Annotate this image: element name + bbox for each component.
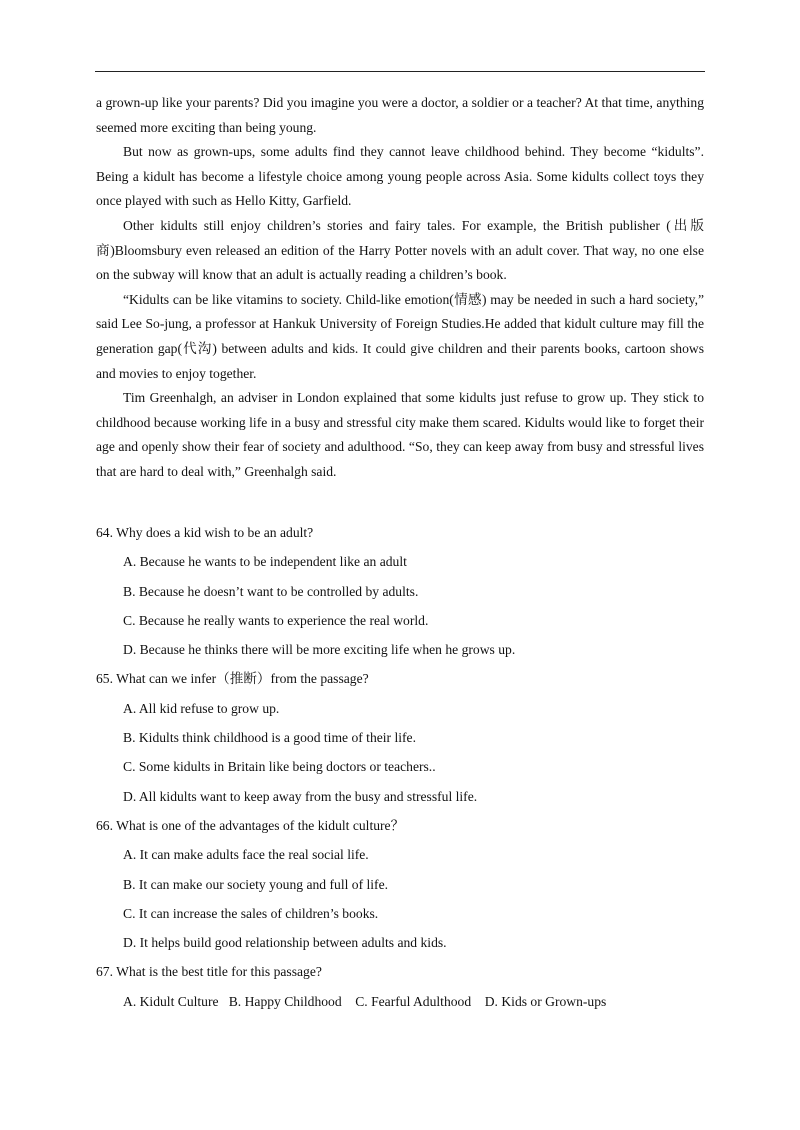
- answer-option: A. Because he wants to be independent like an adult: [123, 554, 407, 570]
- passage-paragraph-4: “Kidults can be like vitamins to society. Child-like emotion(情感) may be needed in such a hard society,” said Lee So-jung, a professor at Hankuk University of Foreign Studies.He added that kidult culture may fill the generation gap(代沟) between adults and kids. It could give children and their parents books, cartoon shows and movies to enjoy together.: [96, 291, 704, 381]
- question-stem: 66. What is one of the advantages of the kidult culture？: [96, 817, 405, 833]
- question-stem: 65. What can we infer（推断）from the passage?: [96, 671, 369, 687]
- answer-option: C. Because he really wants to experience the real world.: [123, 612, 429, 628]
- answer-option: A. It can make adults face the real social life.: [123, 847, 369, 863]
- answer-option: D. It helps build good relationship between adults and kids.: [123, 935, 447, 951]
- answer-option: A. Kidult Culture B. Happy Childhood C. Fearful Adulthood D. Kids or Grown-ups: [123, 993, 607, 1009]
- question-66: [96, 811, 704, 957]
- answer-option: D. Because he thinks there will be more exciting life when he grows up.: [123, 642, 516, 658]
- answer-option: A. All kid refuse to grow up.: [123, 700, 280, 716]
- answer-option: C. Some kidults in Britain like being doctors or teachers..: [123, 759, 436, 775]
- question-stem: 64. Why does a kid wish to be an adult?: [96, 525, 314, 540]
- answer-option: B. Because he doesn’t want to be controlled by adults.: [123, 583, 419, 599]
- question-65: [96, 664, 704, 810]
- question-67: [96, 957, 704, 1016]
- answer-option: C. It can increase the sales of children’s books.: [123, 905, 379, 921]
- reading-passage: [96, 91, 704, 485]
- question-stem: 67. What is the best title for this passage?: [96, 964, 322, 980]
- answer-option: B. Kidults think childhood is a good time of their life.: [123, 730, 416, 746]
- question-list: [96, 518, 704, 1016]
- answer-option: B. It can make our society young and full of life.: [123, 876, 389, 892]
- answer-option: D. All kidults want to keep away from the busy and stressful life.: [123, 788, 478, 804]
- passage-paragraph-1: a grown-up like your parents? Did you imagine you were a doctor, a soldier or a teacher? At that time, anything seemed more exciting than being young.: [96, 95, 704, 135]
- header-rule: [95, 71, 705, 72]
- passage-paragraph-2: But now as grown-ups, some adults find they cannot leave childhood behind. They become “kidults”. Being a kidult has become a lifestyle choice among young people across Asia. Some kidults collect toys they once played with such as Hello Kitty, Garfield.: [96, 144, 704, 209]
- passage-paragraph-5: Tim Greenhalgh, an adviser in London explained that some kidults just refuse to grow up. They stick to childhood because working life in a busy and stressful city make them scared. Kidults would like to forget their age and openly show their fear of society and adulthood. “So, they can keep away from busy and stressful lives that are hard to deal with,” Greenhalgh said.: [96, 390, 704, 479]
- passage-paragraph-3: Other kidults still enjoy children’s stories and fairy tales. For example, the British publisher (出版商)Bloomsbury even released an edition of the Harry Potter novels with an adult cover. That way, no one else on the subway will know that an adult is actually reading a children’s book.: [96, 217, 704, 283]
- question-64: [96, 518, 704, 664]
